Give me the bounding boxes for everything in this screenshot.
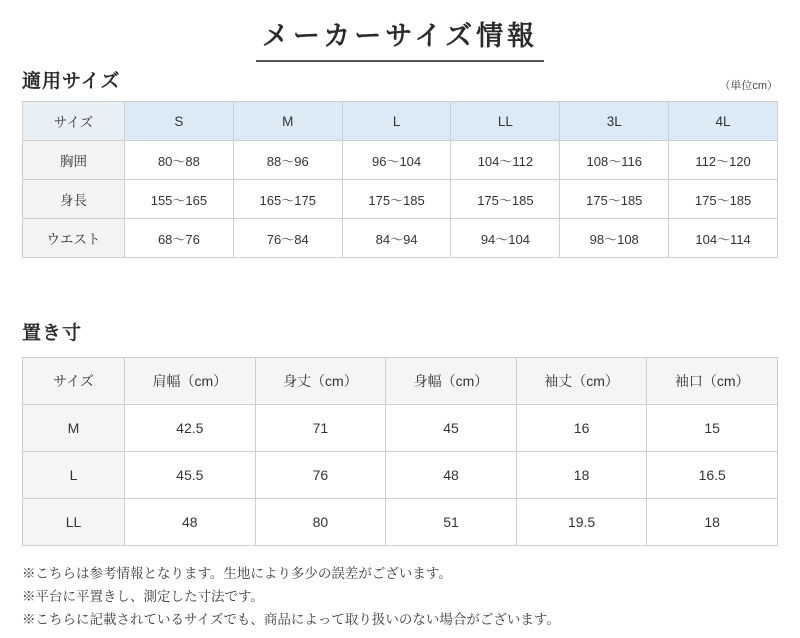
row-label-m: M (23, 405, 125, 452)
flat-measurement-heading: 置き寸 (22, 323, 83, 344)
applicable-size-header-row (22, 66, 778, 93)
table-header-row (23, 358, 778, 405)
cell-l-shoulder: 45.5 (125, 452, 256, 499)
table-row (23, 452, 778, 499)
table-header-row (23, 102, 778, 141)
cell-chest-s: 80〜88 (125, 141, 234, 180)
flat-measurement-table-body (23, 405, 778, 546)
cell-ll-length: 80 (255, 499, 386, 546)
cell-waist-m: 76〜84 (233, 219, 342, 258)
cell-m-width: 45 (386, 405, 517, 452)
notes-section (22, 562, 782, 632)
cell-waist-ll: 94〜104 (451, 219, 560, 258)
cell-ll-sleeve: 19.5 (516, 499, 647, 546)
header-col-3l: 3L (560, 102, 669, 141)
cell-ll-shoulder: 48 (125, 499, 256, 546)
cell-waist-4l: 104〜114 (669, 219, 778, 258)
unit-note: （単位cm） (719, 80, 778, 92)
applicable-size-table (22, 101, 778, 258)
applicable-size-heading: 適用サイズ (22, 71, 121, 92)
cell-waist-s: 68〜76 (125, 219, 234, 258)
cell-m-length: 71 (255, 405, 386, 452)
cell-chest-m: 88〜96 (233, 141, 342, 180)
flat-measurement-table (22, 357, 778, 546)
cell-height-m: 165〜175 (233, 180, 342, 219)
header-body-length: 身丈（cm） (255, 358, 386, 405)
cell-l-cuff: 16.5 (647, 452, 778, 499)
flat-measurement-table-head (23, 358, 778, 405)
row-label-chest: 胸囲 (23, 141, 125, 180)
cell-height-4l: 175〜185 (669, 180, 778, 219)
note-line-3: ※こちらに記載されているサイズでも、商品によって取り扱いのない場合がございます。 (22, 612, 560, 628)
header-sleeve-length: 袖丈（cm） (516, 358, 647, 405)
row-label-height: 身長 (23, 180, 125, 219)
cell-waist-3l: 98〜108 (560, 219, 669, 258)
cell-l-width: 48 (386, 452, 517, 499)
header-shoulder-width: 肩幅（cm） (125, 358, 256, 405)
applicable-size-section (22, 66, 778, 258)
cell-l-sleeve: 18 (516, 452, 647, 499)
header-size-label: サイズ (23, 102, 125, 141)
cell-height-ll: 175〜185 (451, 180, 560, 219)
header-col-m: M (233, 102, 342, 141)
row-label-waist: ウエスト (23, 219, 125, 258)
cell-chest-ll: 104〜112 (451, 141, 560, 180)
cell-height-l: 175〜185 (342, 180, 451, 219)
table-row (23, 405, 778, 452)
table-row (23, 141, 778, 180)
header-col-s: S (125, 102, 234, 141)
cell-l-length: 76 (255, 452, 386, 499)
note-line-1: ※こちらは参考情報となります。生地により多少の誤差がございます。 (22, 566, 452, 581)
header-cuff-width: 袖口（cm） (647, 358, 778, 405)
cell-chest-4l: 112〜120 (669, 141, 778, 180)
applicable-size-table-head (23, 102, 778, 141)
cell-chest-3l: 108〜116 (560, 141, 669, 180)
cell-m-cuff: 15 (647, 405, 778, 452)
row-label-l: L (23, 452, 125, 499)
applicable-size-table-body (23, 141, 778, 258)
row-label-ll: LL (23, 499, 125, 546)
cell-ll-cuff: 18 (647, 499, 778, 546)
cell-m-shoulder: 42.5 (125, 405, 256, 452)
header-size-label: サイズ (23, 358, 125, 405)
page-title: メーカーサイズ情報 (256, 14, 544, 62)
header-col-4l: 4L (669, 102, 778, 141)
note-line-2: ※平台に平置きし、測定した寸法です。 (22, 589, 264, 605)
header-col-l: L (342, 102, 451, 141)
cell-ll-width: 51 (386, 499, 517, 546)
table-row (23, 499, 778, 546)
cell-m-sleeve: 16 (516, 405, 647, 452)
header-body-width: 身幅（cm） (386, 358, 517, 405)
header-col-ll: LL (451, 102, 560, 141)
flat-measurement-section (22, 318, 778, 546)
main-title-container (0, 0, 800, 62)
cell-height-3l: 175〜185 (560, 180, 669, 219)
cell-chest-l: 96〜104 (342, 141, 451, 180)
table-row (23, 180, 778, 219)
table-row (23, 219, 778, 258)
cell-waist-l: 84〜94 (342, 219, 451, 258)
cell-height-s: 155〜165 (125, 180, 234, 219)
